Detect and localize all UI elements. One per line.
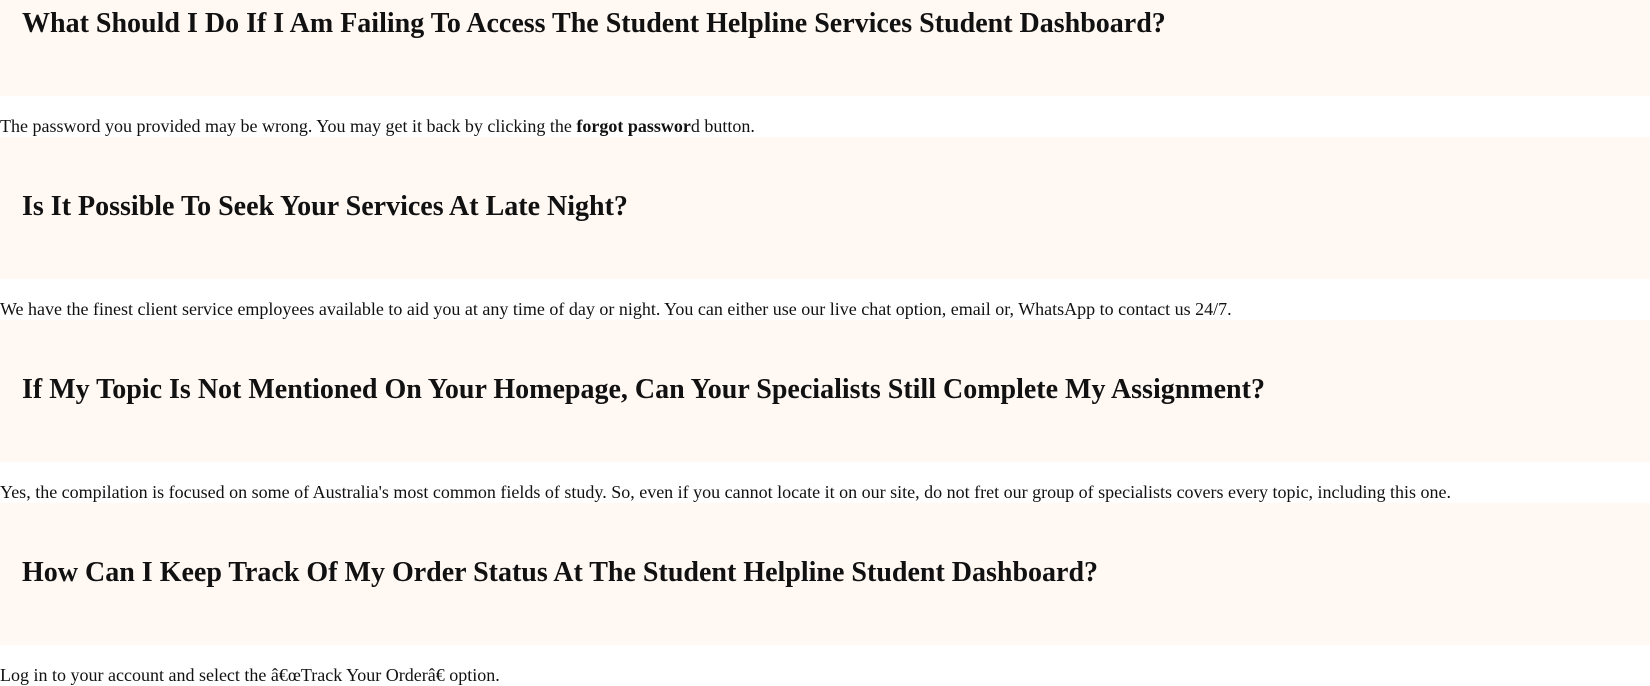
faq-answer: Yes, the compilation is focused on some of Australia's most common fields of study. So, even if you cannot locate it on our site, do not fret our group of specialists covers every topic, including this one. xyxy=(0,482,1451,502)
faq-question-title: How Can I Keep Track Of My Order Status At The Student Helpline Student Dashboard? xyxy=(22,557,1099,588)
faq-answer: We have the finest client service employees available to aid you at any time of day or night. You can either use our live chat option, email or, WhatsApp to contact us 24/7. xyxy=(0,299,1232,319)
faq-question-title: If My Topic Is Not Mentioned On Your Homepage, Can Your Specialists Still Complete My Assignment? xyxy=(22,374,1265,405)
faq-question-title: Is It Possible To Seek Your Services At Late Night? xyxy=(22,191,628,222)
faq-question-title: What Should I Do If I Am Failing To Access The Student Helpline Services Student Dashboard? xyxy=(22,8,1166,39)
faq-question-band xyxy=(0,0,1650,96)
faq-question-band xyxy=(0,320,1650,462)
faq-answer-text: The password you provided may be wrong. You may get it back by clicking the xyxy=(0,116,577,136)
faq-answer: Log in to your account and select the â€œTrack Your Orderâ€ option. xyxy=(0,665,500,685)
faq-answer xyxy=(0,117,755,135)
faq-answer-text-end: d button. xyxy=(690,116,755,136)
faq-question-band xyxy=(0,503,1650,645)
forgot-password-text: forgot passwor xyxy=(576,116,691,136)
faq-question-band xyxy=(0,137,1650,279)
